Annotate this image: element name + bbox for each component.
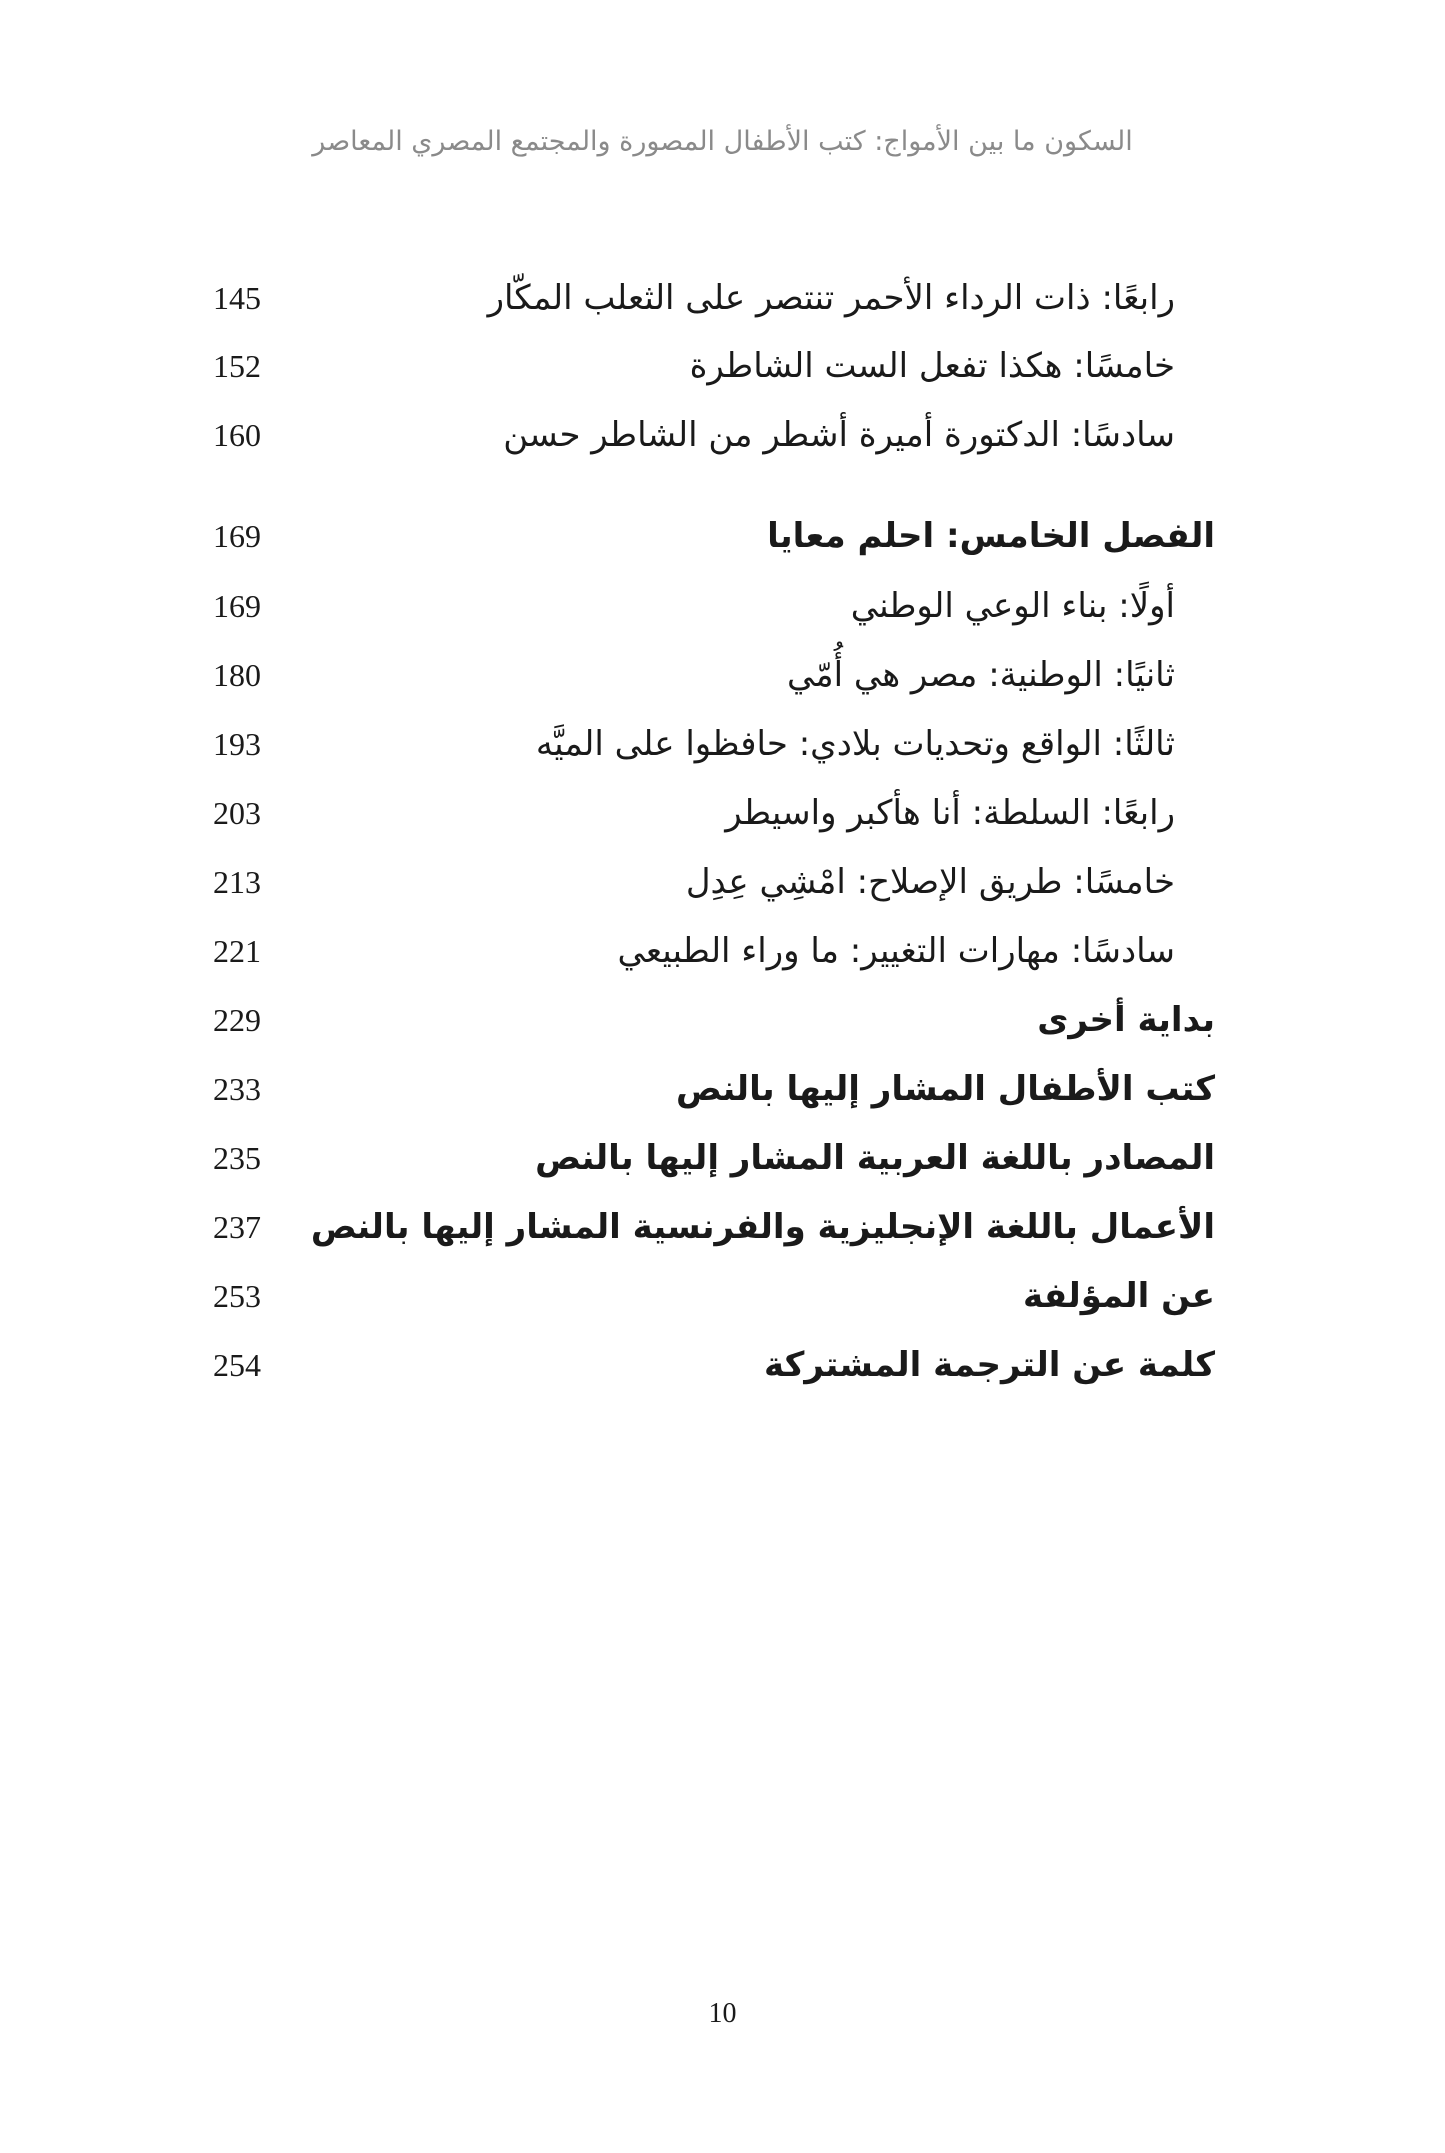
toc-entry — [0, 783, 1445, 843]
toc-entry-title: خامسًا: طريق الإصلاح: امْشِي عِدِل — [685, 862, 1175, 902]
toc-entry-page: 213 — [213, 864, 261, 900]
toc-entry — [0, 714, 1445, 774]
toc-entry — [0, 405, 1445, 465]
toc-entry-page: 235 — [213, 1140, 261, 1176]
toc-entry-title: ثانيًا: الوطنية: مصر هي أُمّي — [787, 655, 1175, 695]
toc-entry-page: 160 — [213, 417, 261, 453]
toc-entry-title: كلمة عن الترجمة المشتركة — [764, 1345, 1215, 1385]
toc-entry-title: سادسًا: الدكتورة أميرة أشطر من الشاطر حسن — [503, 415, 1175, 455]
toc-entry-page: 254 — [213, 1347, 261, 1383]
toc-entry-title: رابعًا: السلطة: أنا هأكبر واسيطر — [725, 793, 1175, 833]
toc-entry-title: رابعًا: ذات الرداء الأحمر تنتصر على الثعلب المكّار — [487, 278, 1175, 318]
toc-entry-chapter — [0, 1197, 1445, 1257]
toc-entry-title: الفصل الخامس: احلم معايا — [767, 516, 1215, 556]
toc-entry-chapter — [0, 1335, 1445, 1395]
toc-entry-chapter — [0, 1128, 1445, 1188]
toc-entry-page: 233 — [213, 1071, 261, 1107]
toc-entry — [0, 645, 1445, 705]
toc-entry-page: 203 — [213, 795, 261, 831]
toc-entry — [0, 852, 1445, 912]
toc-entry-page: 180 — [213, 657, 261, 693]
toc-entry-page: 253 — [213, 1278, 261, 1314]
toc-entry-page: 152 — [213, 348, 261, 384]
toc-entry-title: خامسًا: هكذا تفعل الست الشاطرة — [689, 346, 1175, 386]
toc-entry-page: 145 — [213, 280, 261, 316]
toc-entry-title: ثالثًا: الواقع وتحديات بلادي: حافظوا على الميَّه — [535, 724, 1175, 764]
toc-entry-title: بداية أخرى — [1037, 1000, 1215, 1040]
toc-entry — [0, 576, 1445, 636]
toc-entry-chapter — [0, 1059, 1445, 1119]
toc-entry-chapter — [0, 506, 1445, 566]
toc-entry-page: 229 — [213, 1002, 261, 1038]
running-header: السكون ما بين الأمواج: كتب الأطفال المصورة والمجتمع المصري المعاصر — [312, 126, 1133, 157]
toc-entry-title: كتب الأطفال المشار إليها بالنص — [676, 1069, 1215, 1109]
toc-entry — [0, 336, 1445, 396]
toc-entry-page: 221 — [213, 933, 261, 969]
page-number: 10 — [708, 1998, 737, 2029]
toc-entry-page: 193 — [213, 726, 261, 762]
toc-entry-title: الأعمال باللغة الإنجليزية والفرنسية المشار إليها بالنص — [310, 1207, 1215, 1247]
toc-entry-page: 169 — [213, 518, 261, 554]
toc-entry — [0, 921, 1445, 981]
toc-entry-title: سادسًا: مهارات التغيير: ما وراء الطبيعي — [617, 931, 1175, 971]
toc-entry-title: أولًا: بناء الوعي الوطني — [850, 586, 1175, 626]
toc-entry — [0, 268, 1445, 328]
toc-entry-title: المصادر باللغة العربية المشار إليها بالنص — [535, 1138, 1215, 1178]
toc-entry-chapter — [0, 990, 1445, 1050]
toc-entry-page: 237 — [213, 1209, 261, 1245]
toc-entry-page: 169 — [213, 588, 261, 624]
toc-entry-title: عن المؤلفة — [1022, 1276, 1215, 1316]
toc-entry-chapter — [0, 1266, 1445, 1326]
